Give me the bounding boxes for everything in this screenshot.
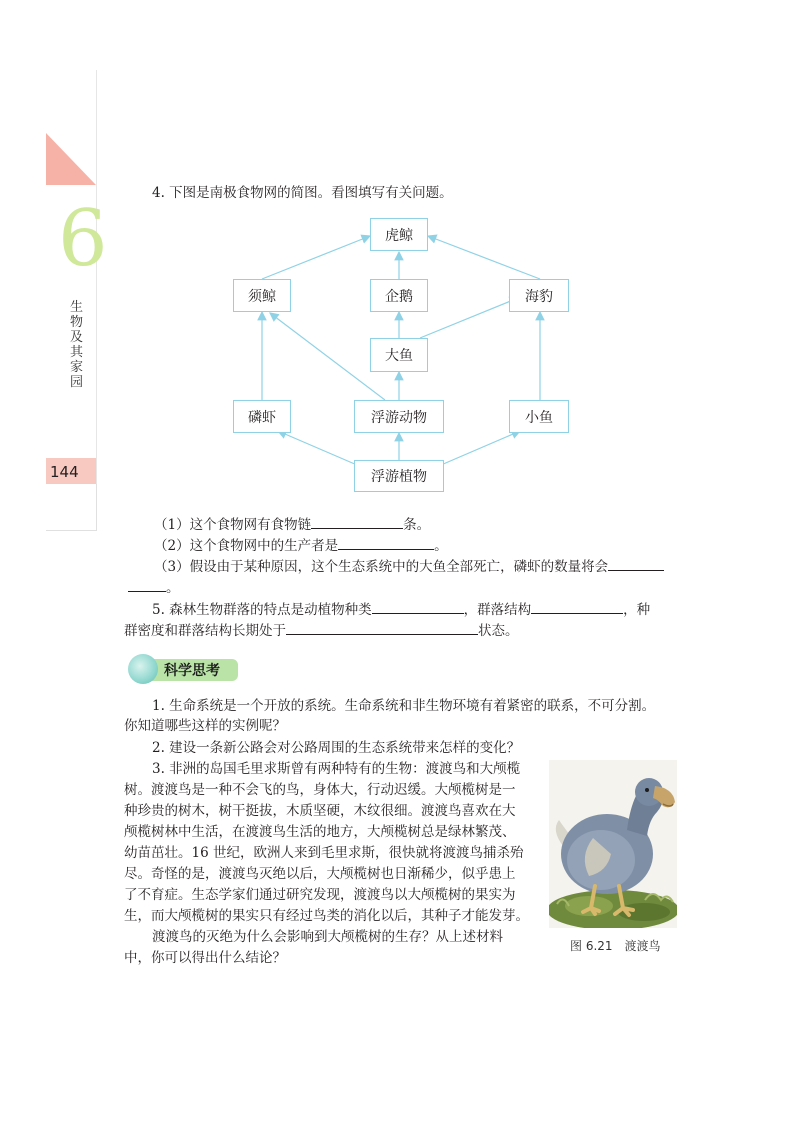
page-number: 144 (50, 463, 79, 481)
arrow-phyto-to-krill (278, 431, 357, 465)
answer-blank-2[interactable] (338, 535, 434, 550)
thinking-q3-line: 生，而大颅榄树的果实只有经过鸟类的消化以后，其种子才能发芽。 (124, 908, 529, 924)
thinking-q3-line: 幼苗茁壮。16 世纪，欧洲人来到毛里求斯，很快就将渡渡鸟捕杀殆 (124, 845, 524, 861)
question-4-sub3-line2 (128, 577, 180, 598)
node-krill: 磷虾 (233, 400, 291, 433)
node-big-fish: 大鱼 (370, 338, 428, 372)
node-penguin: 企鹅 (370, 279, 428, 312)
node-phytoplankton: 浮游植物 (354, 460, 444, 492)
thinking-q3-final-line1: 渡渡鸟的灭绝为什么会影响到大颅榄树的生存？从上述材料 (152, 929, 503, 945)
arrow-phyto-to-smallfish (441, 431, 520, 465)
arrow-zooplankton-to-baleen (270, 313, 385, 400)
answer-blank-5b[interactable] (531, 599, 623, 614)
sub2-prefix: （2）这个食物网中的生产者是 (154, 538, 339, 554)
answer-blank-5c[interactable] (286, 620, 478, 635)
answer-blank-3a[interactable] (608, 556, 664, 571)
chapter-number: 6 (58, 194, 108, 284)
q5-part2: ，群落结构 (463, 602, 532, 618)
arrow-bigfish-to-seal (420, 298, 518, 338)
thinking-q3-line: 颅榄树林中生活，在渡渡鸟生活的地方，大颅榄树总是绿林繁茂、 (124, 824, 516, 840)
sub3-suffix: 。 (166, 580, 180, 596)
food-web-diagram (0, 0, 800, 500)
question-4-sub3-line1 (154, 556, 664, 577)
q5-part1: 5. 森林生物群落的特点是动植物种类 (152, 602, 372, 618)
answer-blank-1[interactable] (311, 514, 403, 529)
q5-part4: 群密度和群落结构长期处于 (124, 623, 286, 639)
node-baleen-whale: 须鲸 (233, 279, 291, 312)
dodo-illustration (549, 760, 677, 928)
sub1-prefix: （1）这个食物网有食物链 (154, 517, 312, 533)
dodo-bird-picture (549, 760, 677, 928)
question-4-sub2 (154, 535, 448, 556)
thinking-q3-line: 尽。奇怪的是，渡渡鸟灭绝以后，大颅榄树也日渐稀少，似乎患上 (124, 866, 516, 882)
section-title: 科学思考 (164, 663, 220, 679)
thinking-q2: 2. 建设一条新公路会对公路周围的生态系统带来怎样的变化？ (152, 740, 521, 756)
sub2-suffix: 。 (434, 538, 448, 554)
section-header-icon (128, 654, 158, 684)
sub3-text: （3）假设由于某种原因，这个生态系统中的大鱼全部死亡，磷虾的数量将会 (154, 559, 609, 575)
thinking-q3-line: 种珍贵的树木，树干挺拔，木质坚硬，木纹很细。渡渡鸟喜欢在大 (124, 803, 516, 819)
arrow-seal-to-orca (428, 236, 540, 279)
figure-caption: 图 6.21 渡渡鸟 (570, 939, 661, 953)
q5-part5: 状态。 (478, 623, 519, 639)
question-5-line2 (124, 620, 519, 641)
answer-blank-5a[interactable] (372, 599, 464, 614)
sub1-suffix: 条。 (403, 517, 431, 533)
thinking-q3-line: 树。渡渡鸟是一种不会飞的鸟，身体大，行动迟缓。大颅榄树是一 (124, 782, 516, 798)
thinking-q3-line: 了不育症。生态学家们通过研究发现，渡渡鸟以大颅榄树的果实为 (124, 887, 516, 903)
q5-part3: ，种 (623, 602, 651, 618)
thinking-q1-line1: 1. 生命系统是一个开放的系统。生命系统和非生物环境有着紧密的联系，不可分割。 (152, 698, 656, 714)
thinking-q3-line: 3. 非洲的岛国毛里求斯曾有两种特有的生物：渡渡鸟和大颅榄 (152, 761, 521, 777)
chapter-title: 生物及其家园 (70, 300, 84, 390)
thinking-q3-final-line2: 中，你可以得出什么结论？ (124, 950, 286, 966)
question-4-sub1 (154, 514, 430, 535)
thinking-q1-line2: 你知道哪些这样的实例呢？ (124, 718, 286, 734)
node-seal: 海豹 (509, 279, 569, 312)
node-orca: 虎鲸 (370, 218, 428, 251)
answer-blank-3b[interactable] (128, 577, 166, 592)
node-zooplankton: 浮游动物 (354, 400, 444, 433)
node-small-fish: 小鱼 (509, 400, 569, 433)
question-4-intro: 4. 下图是南极食物网的简图。看图填写有关问题。 (152, 185, 453, 201)
arrow-baleen-to-orca (262, 236, 370, 279)
question-5-line1 (152, 599, 650, 620)
